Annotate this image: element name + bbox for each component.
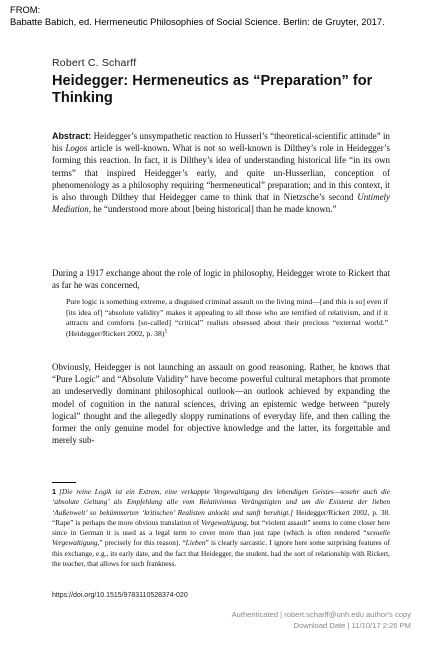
footnote-number: 1 <box>52 487 57 496</box>
abstract-text-2: article is well-known. What is not so well-known is Dilthey’s role in Heidegger’s forming this reaction. In fact, it is Dilthey’s idea of understanding historical life “in its own terms” that inspired Heidegger’s early, and quite un-Husserlian, conception of phenomenology as a philosophy requiring “hermeneutical” preparation; and in this context, it is also through Dilthey that Heidegger came to think that in Nietzsche’s second <box>52 143 390 203</box>
footnote-verg: Vergewaltigung <box>201 517 247 527</box>
from-label: FROM: <box>10 4 41 15</box>
abstract-label: Abstract: <box>52 131 92 141</box>
chapter-title: Heidegger: Hermeneutics as “Preparation” for Thinking <box>52 73 373 106</box>
authenticated-line: Authenticated | robert.scharff@unh.edu author's copy <box>231 610 411 619</box>
download-date-line: Download Date | 11/10/17 2:26 PM <box>293 620 411 630</box>
source-header <box>10 4 385 28</box>
abstract-text-3: , he “understood more about [being historical] than he made known.” <box>88 204 337 215</box>
body-paragraph-1: During a 1917 exchange about the role of logic in philosophy, Heidegger wrote to Rickert that as far he was concerned, <box>52 268 390 291</box>
footnote-text-4: ” is clearly sarcastic. I ignore here some surprising features of this exchange, e.g., its early date, and the fact that Heidegger, the student, had the sort of relationship with Rickert, the teacher, that allows for such frankness. <box>52 538 391 569</box>
abstract <box>52 130 390 215</box>
footnote-german: [Die reine Logik ist ein Extrem, eine verkappte Vergewaltigung des lebendigen Geistes—sosehr auch die ‘absolute Geltung’ als Empfehlung alle vom Relativismus Verängstigten und um die Existenz der lieben ‘Außenwelt’ so bekümmerten ‘kritischen’ Realisten anlockt und sanft beruhigt.] <box>52 487 390 517</box>
footnote-sexuelle: sexuelle Vergewaltigung <box>52 528 390 548</box>
block-quote <box>66 297 388 340</box>
footnote-text-3: ,” precisely for this reason). “ <box>97 538 186 548</box>
author-name: Robert C. Scharff <box>52 57 137 69</box>
quote-text: Pure logic is something extreme, a disguised criminal assault on the living mind—[and this is so] even if [its idea of] “absolute validity” makes it appealing to all those who are terrified of relativism, and if it attracts and comforts [so-called] “critical” realists obsessed about their precious “external world.” (Heidegger/Rickert 2002, p. 38) <box>66 297 388 339</box>
abstract-untimely: Untimely Mediation <box>52 192 390 215</box>
authentication-stamp <box>232 610 411 631</box>
doi-link[interactable]: https://doi.org/10.1515/9783110528374-020 <box>52 592 188 599</box>
body-paragraph-2: Obviously, Heidegger is not launching an assault on good reasoning. Rather, he knows that “Pure Logic” and “Absolute Validity” have become powerful cultural metaphors that promote an undeservedly dominant philosophical outlook—an outlook achieved by expanding the model of cognition in the natural sciences, driving an epistemic wedge between “purely logical” thought and the allegedly sloppy ruminations of everyday life, and then calling the former the only genuine model for objective knowledge and the latter, its forgettable and merely sub- <box>52 362 390 446</box>
abstract-logos: Logos <box>65 143 88 154</box>
footnote-marker[interactable]: 1 <box>164 328 168 335</box>
footnote-lieben: Lieben <box>185 538 206 548</box>
source-citation: Babatte Babich, ed. Hermeneutic Philosophies of Social Science. Berlin: de Gruyter, 2017. <box>10 16 385 27</box>
footnote-text-1: Heidegger/Rickert 2002, p. 38. “Rape” is perhaps the more obvious translation of <box>52 507 390 527</box>
footnote-rule <box>52 482 76 483</box>
footnote-text-2: , but “violent assault” seems to come closer here since in German it is used as a legal term to cover more than just rape (which is often rendered “ <box>52 517 390 538</box>
abstract-text-1: Heidegger’s unsympathetic reaction to Husserl’s “theoretical-scientific attitude” in his <box>52 131 390 154</box>
footnote <box>52 487 390 569</box>
